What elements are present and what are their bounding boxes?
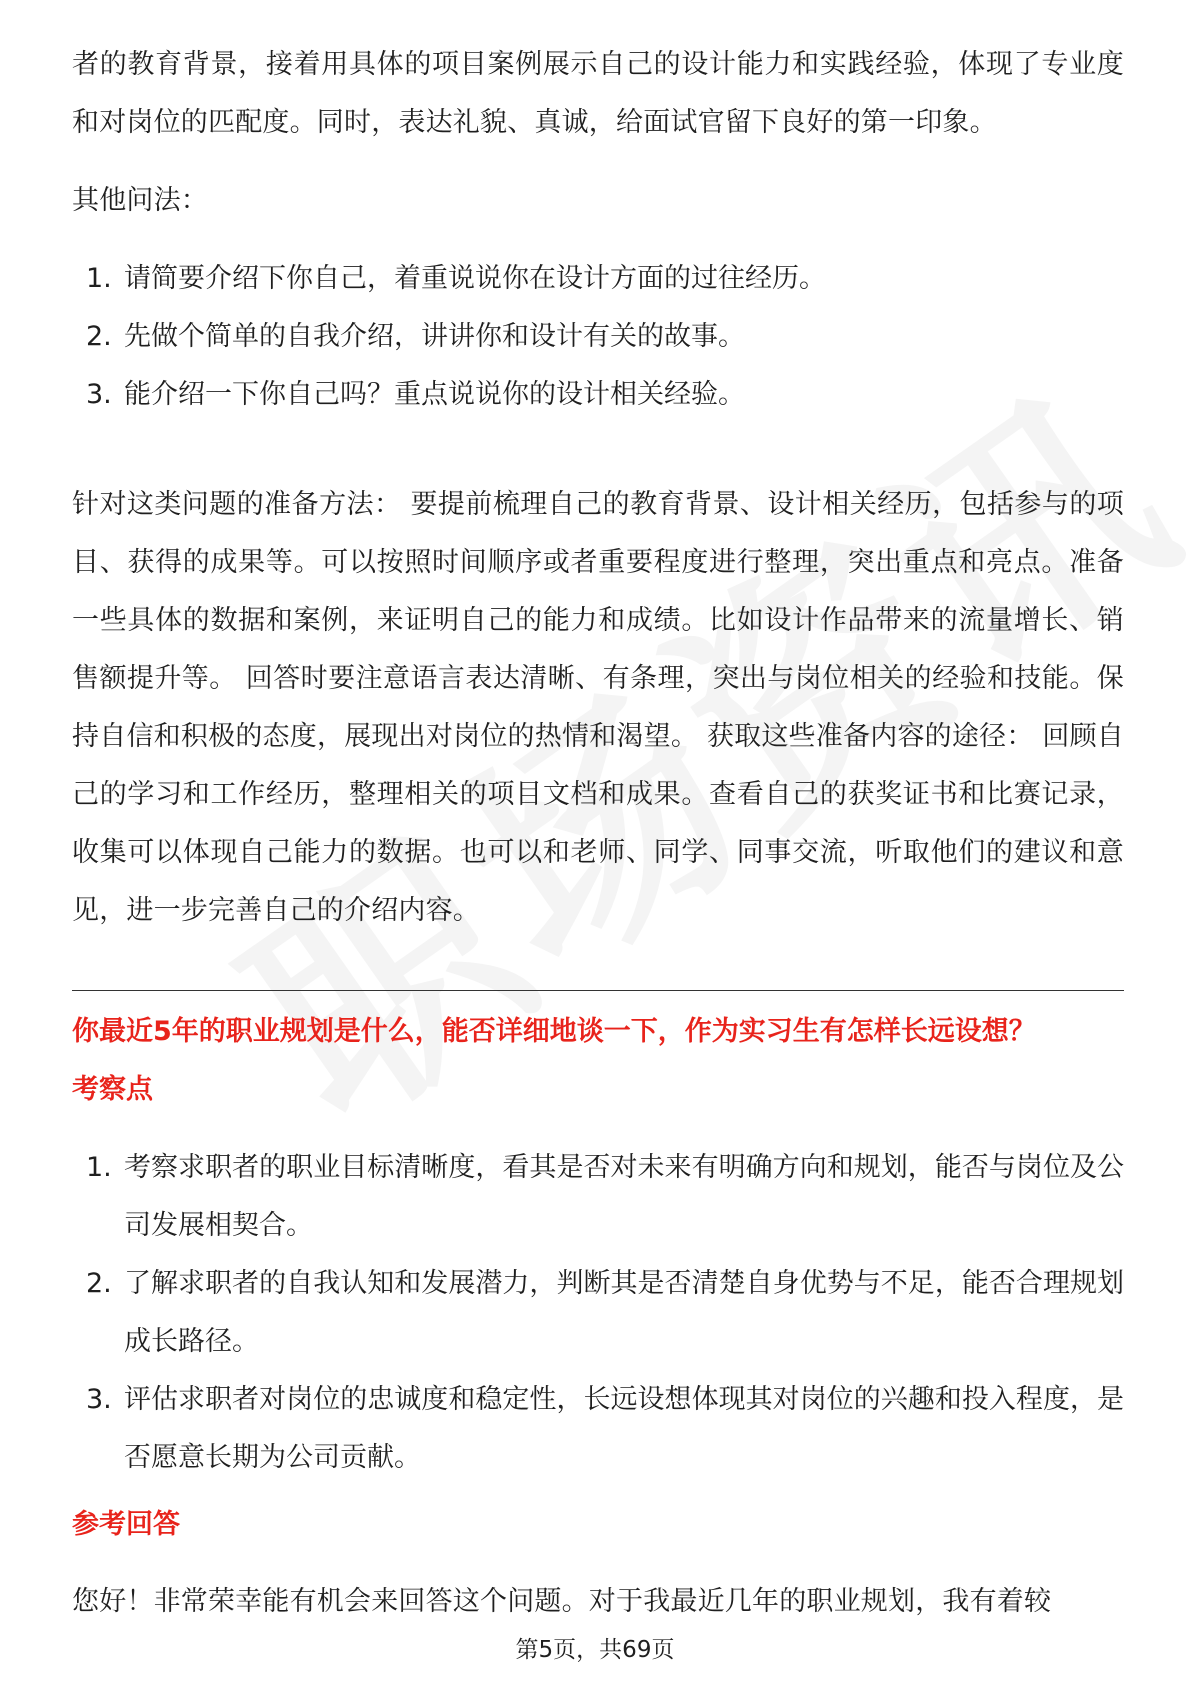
- list-number: 2.: [86, 321, 112, 352]
- assessment-list: [72, 1139, 1124, 1487]
- page-footer: 第5页，共69页: [515, 1637, 675, 1663]
- list-item: [72, 308, 1124, 366]
- other-questions-list: [72, 250, 1124, 424]
- reference-answer-heading: 参考回答: [72, 1509, 180, 1540]
- list-item: [72, 366, 1124, 424]
- intro-paragraph: 者的教育背景，接着用具体的项目案例展示自己的设计能力和实践经验，体现了专业度和对岗位的匹配度。同时，表达礼貌、真诚，给面试官留下良好的第一印象。: [72, 49, 1124, 138]
- list-item: [72, 1371, 1124, 1487]
- list-item: [72, 1139, 1124, 1255]
- list-item: [72, 1255, 1124, 1371]
- list-item: [72, 250, 1124, 308]
- document-page: [72, 0, 1124, 1684]
- list-item-text: 能介绍一下你自己吗？重点说说你的设计相关经验。: [124, 379, 745, 410]
- list-number: 3.: [86, 379, 112, 410]
- preparation-paragraph: 针对这类问题的准备方法： 要提前梳理自己的教育背景、设计相关经历，包括参与的项目、获得的成果等。可以按照时间顺序或者重要程度进行整理，突出重点和亮点。准备一些具体的数据和案例，来证明自己的能力和成绩。比如设计作品带来的流量增长、销售额提升等。 回答时要注意语言表达清晰、有条理，突出与岗位相关的经验和技能。保持自信和积极的态度，展现出对岗位的热情和渴望。 获取这些准备内容的途径： 回顾自己的学习和工作经历，整理相关的项目文档和成果。查看自己的获奖证书和比赛记录，收集可以体现自己能力的数据。也可以和老师、同学、同事交流，听取他们的建议和意见，进一步完善自己的介绍内容。: [72, 489, 1124, 926]
- list-item-text: 了解求职者的自我认知和发展潜力，判断其是否清楚自身优势与不足，能否合理规划成长路径。: [124, 1268, 1124, 1357]
- list-number: 3.: [86, 1384, 112, 1415]
- interview-question: 你最近5年的职业规划是什么，能否详细地谈一下，作为实习生有怎样长远设想？: [72, 1016, 1036, 1047]
- list-item-text: 请简要介绍下你自己，着重说说你在设计方面的过往经历。: [124, 263, 826, 294]
- list-item-text: 考察求职者的职业目标清晰度，看其是否对未来有明确方向和规划，能否与岗位及公司发展相契合。: [124, 1152, 1124, 1241]
- list-number: 1.: [86, 1152, 112, 1183]
- assessment-heading: 考察点: [72, 1074, 153, 1105]
- list-number: 1.: [86, 263, 112, 294]
- list-item-text: 评估求职者对岗位的忠诚度和稳定性，长远设想体现其对岗位的兴趣和投入程度，是否愿意长期为公司贡献。: [124, 1384, 1124, 1473]
- section-divider: [72, 990, 1124, 991]
- reference-answer-text: 您好！非常荣幸能有机会来回答这个问题。对于我最近几年的职业规划，我有着较: [72, 1586, 1052, 1617]
- list-number: 2.: [86, 1268, 112, 1299]
- list-item-text: 先做个简单的自我介绍，讲讲你和设计有关的故事。: [124, 321, 745, 352]
- other-questions-heading: 其他问法：: [72, 185, 208, 216]
